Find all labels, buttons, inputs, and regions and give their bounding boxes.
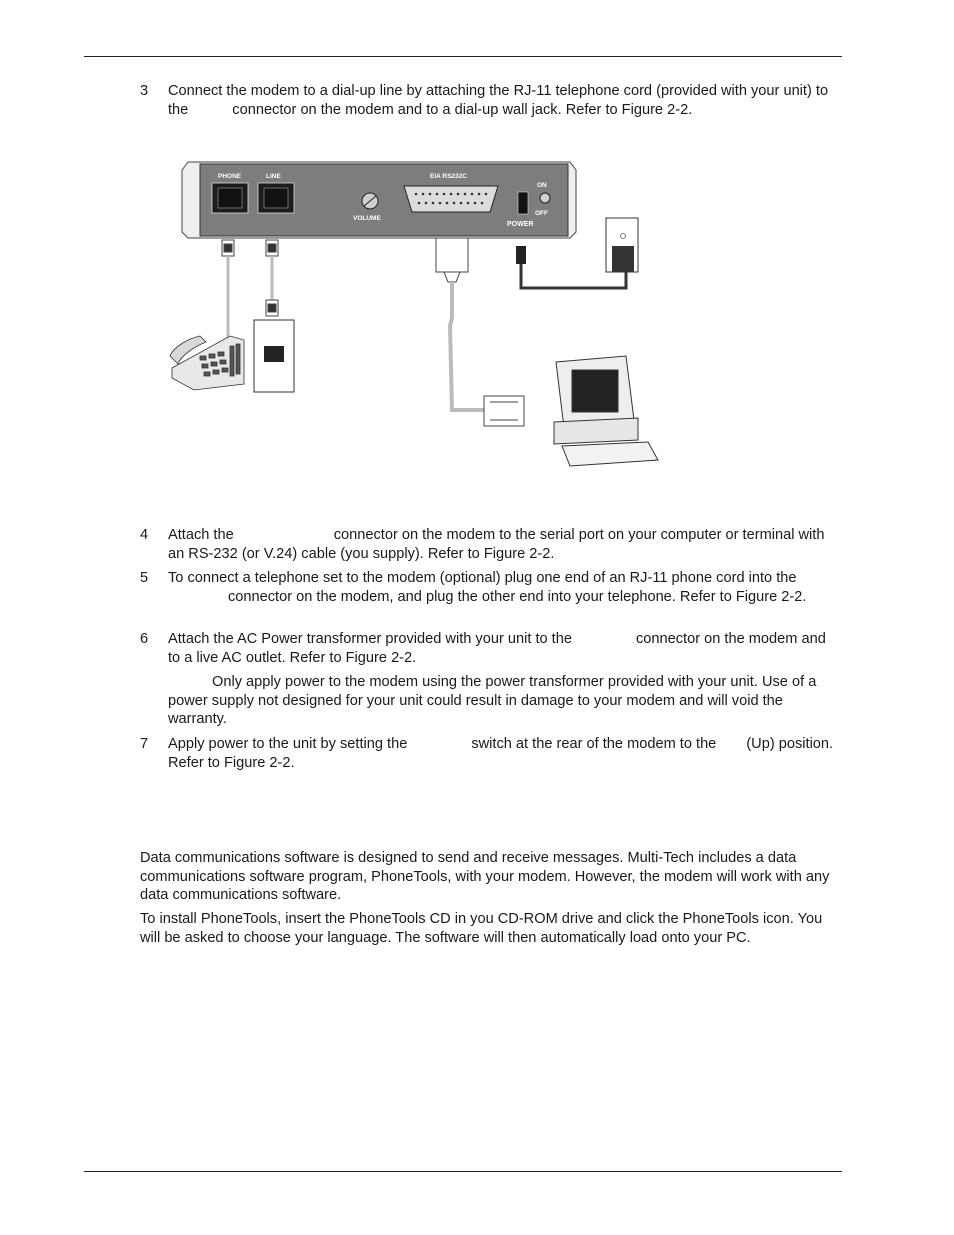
install-paragraph: To install PhoneTools, insert the PhoneTools CD in you CD-ROM drive and click the PhoneTools icon. You will be asked to choose your language. The software will then automatically load onto your PC.: [140, 911, 823, 946]
caution-note: [168, 673, 840, 729]
step-text: Apply power to the unit by setting the: [168, 736, 408, 752]
on-label: ON: [537, 182, 547, 189]
step-text: connector on the modem and to a live AC outlet. Refer to Figure 2-2.: [168, 631, 826, 666]
step-text: connector on the modem and to a dial-up wall jack. Refer to Figure 2-2.: [232, 101, 693, 118]
step-number: 4: [140, 527, 149, 543]
step-number: 3: [140, 83, 149, 99]
software-paragraph: Data communications software is designed to send and receive messages. Multi-Tech includes a data communications software program, PhoneTools, with your modem. However, the modem will work with any data communications software.: [140, 850, 830, 904]
step-text: Connect the modem to a dial-up line by attaching the RJ-11 telephone cord (provided with your unit) to the: [168, 83, 829, 118]
step-text: (Up) position. Refer to Figure 2-2.: [168, 736, 834, 771]
off-label: OFF: [535, 210, 548, 217]
db25-connector-icon: [404, 186, 498, 212]
footer-rule: [84, 1171, 842, 1172]
step-text: connector on the modem, and plug the other end into your telephone. Refer to Figure 2-2.: [228, 588, 807, 605]
step-text: To connect a telephone set to the modem (optional) plug one end of an RJ-11 phone cord into the: [168, 570, 797, 586]
step-5: [140, 569, 840, 606]
serial-port-label: EIA RS232C: [430, 173, 467, 180]
header-rule: [84, 56, 842, 57]
power-switch-icon: [540, 193, 550, 203]
phone-port-label: PHONE: [218, 173, 242, 180]
step-number: 6: [140, 631, 149, 647]
serial-cable-icon: [436, 238, 524, 426]
step-number: 5: [140, 570, 149, 586]
step-text: Attach the: [168, 527, 234, 543]
step-text: connector on the modem to the serial port on your computer or terminal with an RS-232 (or V.24) cable (you supply). Refer to Figure 2-2.: [168, 527, 825, 562]
wall-jack-icon: [254, 320, 294, 392]
volume-label: VOLUME: [353, 215, 381, 222]
step-4: [140, 526, 840, 563]
step-6: [140, 630, 840, 667]
power-jack-icon: [518, 192, 528, 214]
phone-cord-icon: [222, 240, 234, 348]
power-label: POWER: [507, 221, 534, 228]
telephone-icon: [170, 336, 244, 390]
line-port-label: LINE: [266, 173, 281, 180]
step-7: [140, 735, 840, 772]
line-cord-icon: [266, 240, 278, 316]
modem-rear-panel: [182, 162, 576, 238]
step-3: [140, 82, 840, 119]
step-text: Attach the AC Power transformer provided with your unit to the: [168, 631, 572, 647]
modem-connection-figure: [160, 150, 680, 470]
step-number: 7: [140, 736, 149, 752]
computer-icon: [554, 356, 658, 466]
step-text: switch at the rear of the modem to the: [471, 736, 717, 752]
note-text: Only apply power to the modem using the power transformer provided with your unit. Use of a power supply not designed for your unit could result in damage to your modem and will void the warranty.: [168, 674, 817, 728]
